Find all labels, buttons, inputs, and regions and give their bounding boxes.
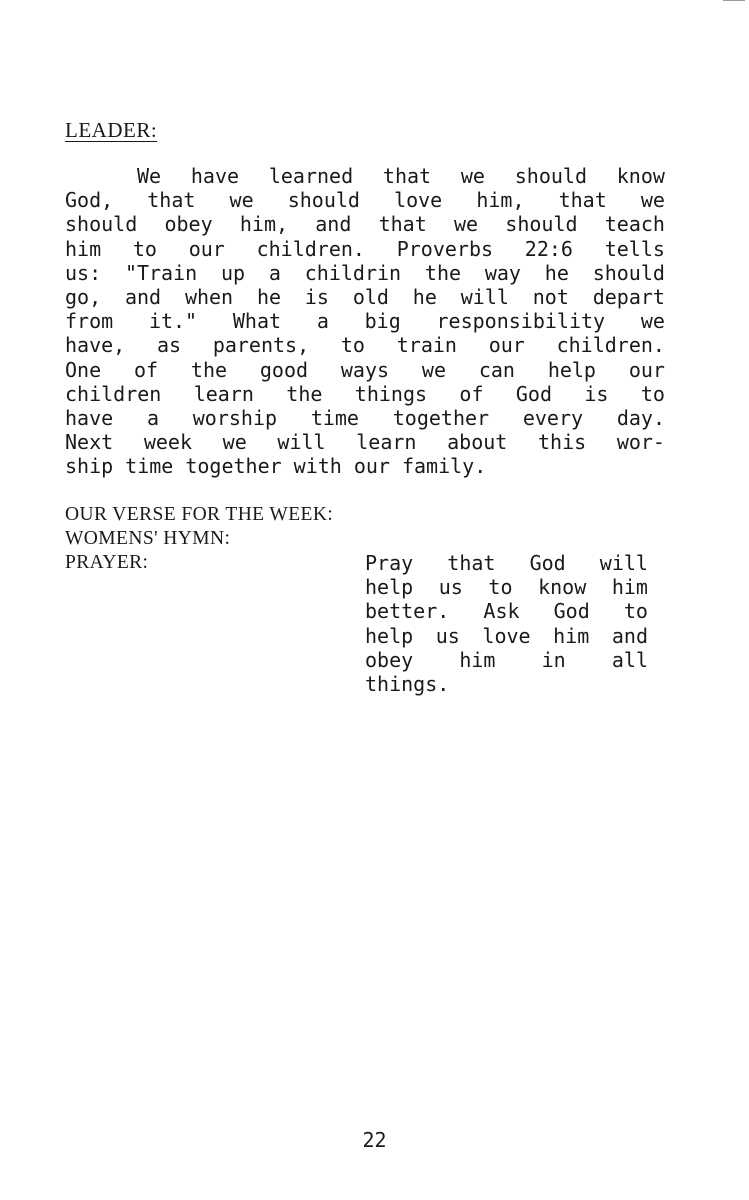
word: and [611,623,648,648]
word: from [65,309,114,334]
word: our [628,357,665,382]
word: God, [65,188,114,213]
word: better. [365,599,450,624]
page-number: 22 [362,1128,387,1152]
word: big [364,309,401,334]
word: help [365,575,414,600]
word: children. [556,333,665,358]
word: childrin [304,260,402,285]
word: time [310,405,359,430]
word: of [133,357,159,382]
word: should [592,260,665,285]
word: What [232,309,282,334]
word: day. [616,405,665,430]
word: Ask [483,599,520,624]
word: should [287,188,360,213]
word: will [277,430,326,455]
word: we [229,188,254,213]
word: us [438,575,463,600]
text-line [65,261,665,285]
leader-paragraph [65,164,665,478]
word: ship [65,454,114,479]
text-line [365,672,648,696]
word: him [611,575,648,600]
word: he [412,284,437,309]
word: things [354,381,428,406]
text-line [65,382,665,406]
word: learn [356,430,417,455]
word: love [394,188,443,213]
hymn-label: WOMENS' HYMN: [65,528,231,550]
word: in [541,647,566,672]
text-line [65,358,665,382]
word: old [352,284,389,309]
text-line [65,212,665,236]
word: obey [365,647,414,672]
word: God [515,381,553,406]
text-line [365,575,648,599]
word: together [185,454,282,479]
word: the [424,260,462,285]
word: One [65,357,102,382]
word: the [190,357,228,382]
word: this [537,430,587,455]
word: should [65,212,138,237]
word: Proverbs [396,236,494,261]
word: he [256,284,282,309]
word: is [584,381,609,406]
word: him [65,236,102,261]
word: depart [592,284,665,309]
word: can [478,357,515,382]
word: parents, [212,333,310,358]
text-line [65,285,665,309]
scan-mark [723,0,745,1]
word: and [124,284,162,309]
word: have, [65,333,126,358]
word: together [392,405,490,430]
word: to [623,599,648,624]
word: not [532,284,569,309]
word: that [447,551,496,575]
prayer-label: PRAYER: [65,552,149,574]
text-line [65,430,665,454]
text-line [365,624,648,648]
text-line [65,237,665,261]
word: train [396,333,457,358]
word: know [616,164,665,188]
word: that [382,164,432,188]
word: God [529,551,566,575]
word: of [459,381,484,406]
word: way [484,260,521,285]
word: him [459,647,496,672]
word: every [522,405,584,430]
word: a [316,309,329,334]
word: as [156,333,182,358]
word: us: [65,260,102,285]
word: children [65,381,162,406]
text-line [365,551,648,575]
leader-heading [65,118,157,142]
word: to [640,381,665,406]
word: learned [268,164,354,188]
text-line [65,309,665,333]
word: 22:6 [524,236,573,261]
word: have [65,405,114,430]
text-line [65,333,665,357]
text-line [365,648,648,672]
word: worship [192,405,278,430]
word: us [435,623,460,648]
text-line [65,406,665,430]
word: he [544,260,569,285]
word: that [558,188,607,213]
word: and [315,212,352,237]
word: we [222,430,247,455]
word: love [482,623,531,648]
word: it." [148,309,198,334]
word: go, [65,284,102,309]
word: ways [340,357,390,382]
word: the [286,381,323,406]
word: a [268,260,281,285]
word: should [514,164,587,188]
word: our [188,236,225,261]
word: know [538,575,587,600]
text-line [65,188,665,212]
text-line [65,164,665,188]
word: to [488,575,513,600]
word: obey [164,212,213,237]
word: learn [193,381,254,406]
word: him [553,623,590,648]
text-line [365,599,648,623]
word: about [447,430,508,455]
word: We [137,164,162,188]
word: when [184,284,234,309]
word: family. [401,454,487,479]
word: we [640,188,665,213]
word: will [599,551,648,575]
word: wor- [616,430,665,455]
word: all [611,647,648,672]
word: our [353,454,390,479]
word: Next [65,430,114,455]
word: children. [256,236,365,261]
word: a [146,405,159,430]
word: help [547,357,596,382]
word: time [125,454,174,479]
word: should [505,212,578,237]
word: will [460,284,509,309]
word: is [304,284,329,309]
leader-heading-text: LEADER: [65,118,158,142]
prayer-paragraph [365,551,648,696]
word: we [421,357,446,382]
word: teach [604,212,665,237]
word: responsibility [436,309,606,334]
word: our [488,333,525,358]
word: we [640,309,665,334]
word: with [293,454,342,479]
word: Pray [365,551,414,575]
verse-label: OUR VERSE FOR THE WEEK: [65,504,334,525]
word: things. [365,671,450,696]
word: good [259,357,309,382]
word: God [553,599,590,624]
word: that [147,188,196,213]
word: tells [604,236,665,261]
word: that [378,212,427,237]
word: help [365,623,414,648]
word: we [460,164,485,188]
text-line [65,454,665,478]
word: week [143,430,192,455]
word: to [132,236,157,261]
section-labels [65,503,333,576]
word: to [340,333,365,358]
word: have [190,164,240,188]
word: him, [239,212,289,237]
word: up [221,260,246,285]
word: "Train [124,260,198,285]
word: we [453,212,479,237]
word: him, [476,188,525,213]
